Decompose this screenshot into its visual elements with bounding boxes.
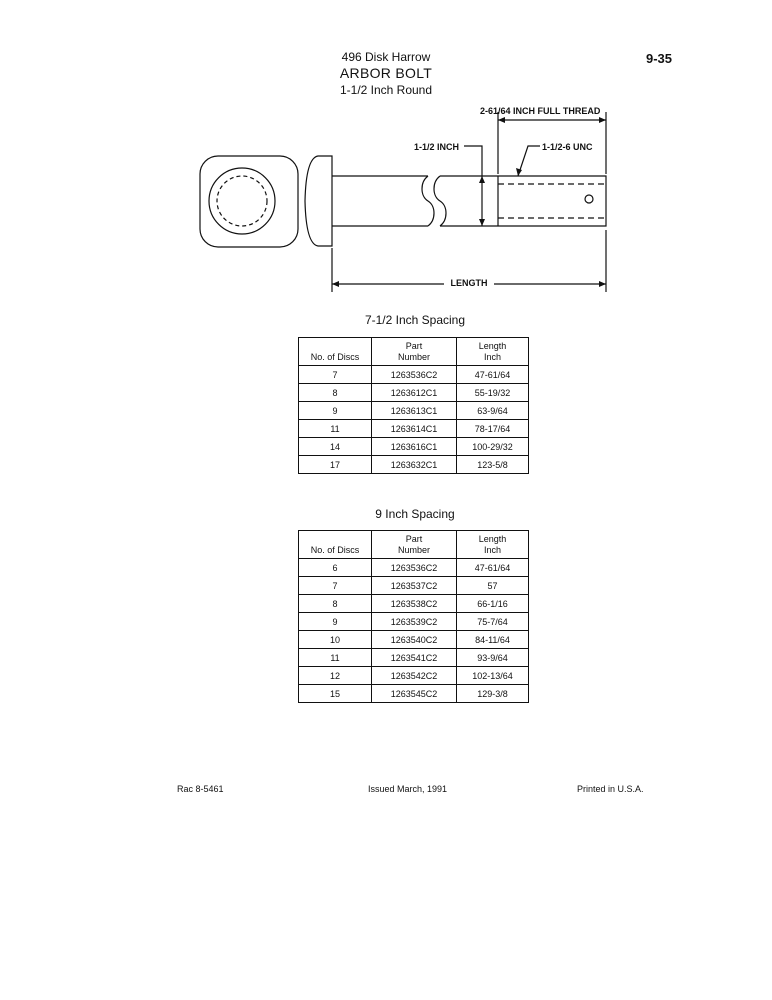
cell-discs: 9 <box>299 402 372 420</box>
cell-part-number: 1263632C1 <box>372 456 457 474</box>
cell-part-number: 1263542C2 <box>372 667 457 685</box>
cell-part-number: 1263537C2 <box>372 577 457 595</box>
table-row <box>299 595 529 613</box>
table-row <box>299 456 529 474</box>
cell-length: 123-5/8 <box>457 456 529 474</box>
diameter-label: 1-1/2 INCH <box>414 142 460 152</box>
column-header-part-number <box>372 531 457 559</box>
page-number: 9-35 <box>646 51 673 66</box>
cell-part-number: 1263612C1 <box>372 384 457 402</box>
cell-length: 55-19/32 <box>457 384 529 402</box>
cell-length: 47-61/64 <box>457 366 529 384</box>
page-subtitle: 1-1/2 Inch Round <box>339 83 433 97</box>
cell-discs: 6 <box>299 559 372 577</box>
table-title-7-1-2-spacing: 7-1/2 Inch Spacing <box>364 313 466 327</box>
cell-length: 129-3/8 <box>457 685 529 703</box>
cell-discs: 7 <box>299 366 372 384</box>
cell-discs: 10 <box>299 631 372 649</box>
cell-length: 84-11/64 <box>457 631 529 649</box>
cell-discs: 7 <box>299 577 372 595</box>
spacing-table-7-1-2 <box>298 337 529 474</box>
footer-printed-in: Printed in U.S.A. <box>577 784 644 794</box>
column-header-length <box>457 531 529 559</box>
cell-length: 57 <box>457 577 529 595</box>
column-header-discs: No. of Discs <box>299 338 372 366</box>
cell-discs: 11 <box>299 649 372 667</box>
table-title-9-spacing: 9 Inch Spacing <box>375 507 455 521</box>
page-title: ARBOR BOLT <box>339 65 433 81</box>
column-header-part-number <box>372 338 457 366</box>
column-header-length-text: Length Inch <box>478 534 507 555</box>
cell-part-number: 1263613C1 <box>372 402 457 420</box>
footer-document-code: Rac 8-5461 <box>177 784 224 794</box>
cell-discs: 17 <box>299 456 372 474</box>
table-row <box>299 420 529 438</box>
cell-discs: 12 <box>299 667 372 685</box>
bolt-end-thread-circle <box>217 176 267 226</box>
cell-discs: 14 <box>299 438 372 456</box>
bolt-shank <box>332 176 428 226</box>
table-row <box>299 559 529 577</box>
cell-discs: 9 <box>299 613 372 631</box>
cell-discs: 8 <box>299 384 372 402</box>
product-name: 496 Disk Harrow <box>341 50 431 64</box>
table-row <box>299 667 529 685</box>
column-header-discs: No. of Discs <box>299 531 372 559</box>
arbor-bolt-drawing <box>0 0 772 310</box>
table-row <box>299 402 529 420</box>
cell-part-number: 1263538C2 <box>372 595 457 613</box>
column-header-length <box>457 338 529 366</box>
thread-spec-label: 1-1/2-6 UNC <box>542 142 593 152</box>
table-row <box>299 366 529 384</box>
spacing-table-9 <box>298 530 529 703</box>
table-row <box>299 685 529 703</box>
cell-part-number: 1263536C2 <box>372 366 457 384</box>
cell-part-number: 1263536C2 <box>372 559 457 577</box>
cell-part-number: 1263541C2 <box>372 649 457 667</box>
cell-length: 66-1/16 <box>457 595 529 613</box>
footer-issue-date: Issued March, 1991 <box>368 784 448 794</box>
bolt-head <box>305 156 332 246</box>
column-header-part-number-text: Part Number <box>397 341 430 362</box>
cell-part-number: 1263545C2 <box>372 685 457 703</box>
cell-discs: 15 <box>299 685 372 703</box>
table-row <box>299 577 529 595</box>
cell-part-number: 1263539C2 <box>372 613 457 631</box>
table-row <box>299 438 529 456</box>
bolt-end-circle <box>209 168 275 234</box>
cell-length: 47-61/64 <box>457 559 529 577</box>
cell-length: 63-9/64 <box>457 402 529 420</box>
table-row <box>299 649 529 667</box>
break-line-right <box>434 176 446 226</box>
cotter-hole <box>585 195 593 203</box>
cell-part-number: 1263616C1 <box>372 438 457 456</box>
cell-length: 93-9/64 <box>457 649 529 667</box>
table-row <box>299 384 529 402</box>
break-line-left <box>422 176 434 226</box>
cell-part-number: 1263540C2 <box>372 631 457 649</box>
cell-length: 100-29/32 <box>457 438 529 456</box>
cell-discs: 8 <box>299 595 372 613</box>
cell-length: 75-7/64 <box>457 613 529 631</box>
length-label: LENGTH <box>444 278 494 288</box>
table-row <box>299 613 529 631</box>
table-row <box>299 631 529 649</box>
cell-length: 102-13/64 <box>457 667 529 685</box>
thread-length-label: 2-61/64 INCH FULL THREAD <box>480 106 601 116</box>
cell-part-number: 1263614C1 <box>372 420 457 438</box>
cell-length: 78-17/64 <box>457 420 529 438</box>
cell-discs: 11 <box>299 420 372 438</box>
column-header-part-number-text: Part Number <box>397 534 430 555</box>
column-header-length-text: Length Inch <box>478 341 507 362</box>
